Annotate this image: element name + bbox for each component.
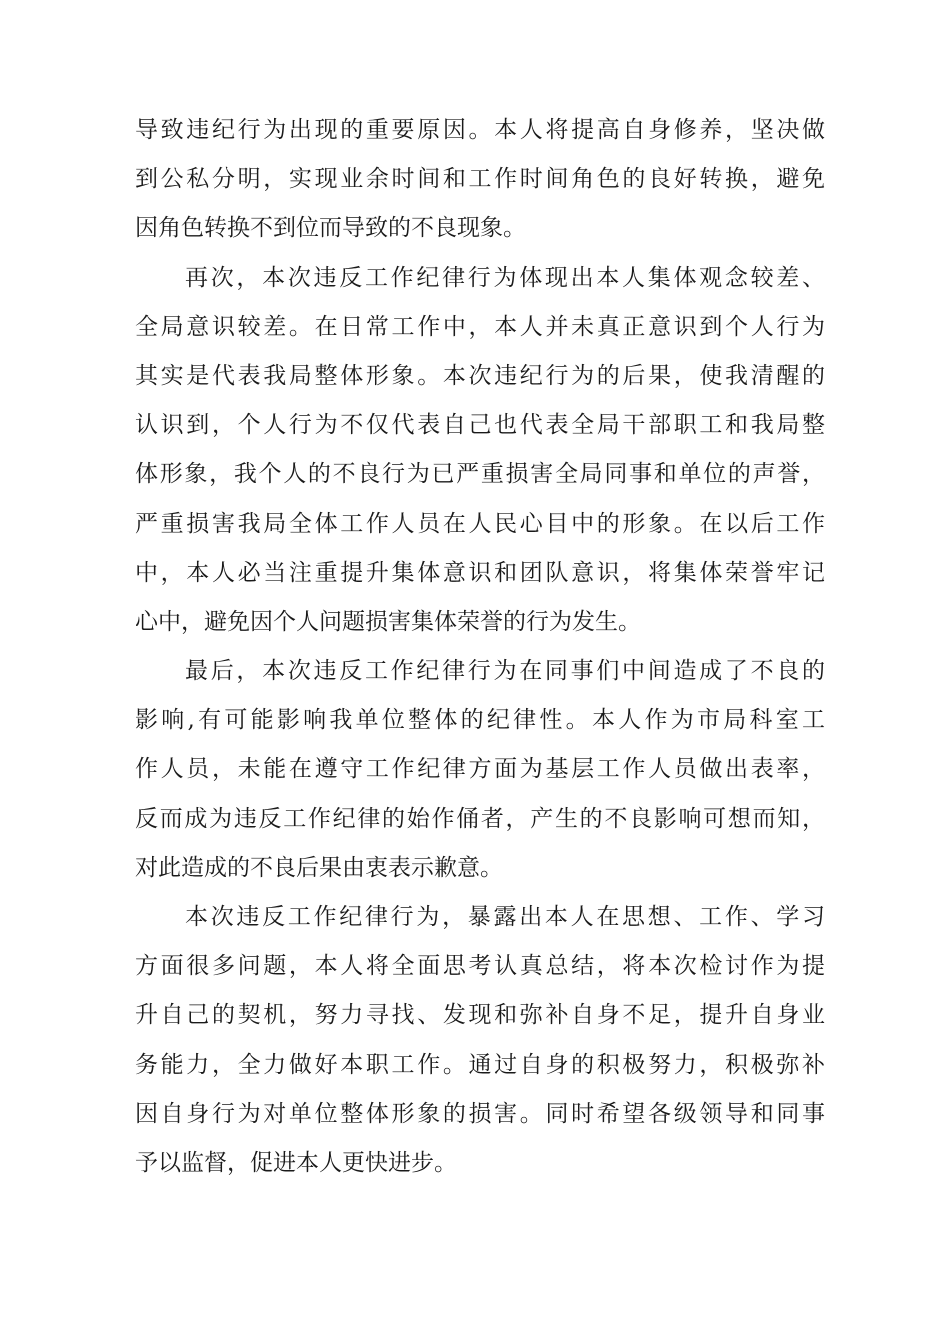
document-body xyxy=(135,106,825,1188)
text-line: 其实是代表我局整体形象。本次违纪行为的后果，使我清醒的 xyxy=(135,362,825,389)
text-line: 方面很多问题，本人将全面思考认真总结，将本次检讨作为提 xyxy=(135,953,825,980)
text-line: 务能力，全力做好本职工作。通过自身的积极努力，积极弥补 xyxy=(135,1051,825,1078)
text-line: 本次违反工作纪律行为，暴露出本人在思想、工作、学习 xyxy=(185,904,825,930)
text-line: 导致违纪行为出现的重要原因。本人将提高自身修养，坚决做 xyxy=(135,117,825,143)
text-line: 作人员，未能在遵守工作纪律方面为基层工作人员做出表率， xyxy=(135,756,825,783)
text-line: 体形象，我个人的不良行为已严重损害全局同事和单位的声誉， xyxy=(135,461,825,488)
text-line: 严重损害我局全体工作人员在人民心目中的形象。在以后工作 xyxy=(135,510,825,537)
text-line: 到公私分明，实现业余时间和工作时间角色的良好转换，避免 xyxy=(135,166,825,193)
paragraph-2 xyxy=(135,254,825,648)
paragraph-1 xyxy=(135,106,825,254)
paragraph-3 xyxy=(135,647,825,893)
text-line: 反而成为违反工作纪律的始作俑者，产生的不良影响可想而知， xyxy=(135,805,825,832)
text-line: 影响,有可能影响我单位整体的纪律性。本人作为市局科室工 xyxy=(135,707,825,734)
text-line: 最后，本次违反工作纪律行为在同事们中间造成了不良的 xyxy=(185,658,825,685)
text-line: 予以监督，促进本人更快进步。 xyxy=(135,1149,457,1176)
text-line: 再次，本次违反工作纪律行为体现出本人集体观念较差、 xyxy=(185,264,825,291)
text-line: 心中，避免因个人问题损害集体荣誉的行为发生。 xyxy=(135,608,641,635)
text-line: 升自己的契机，努力寻找、发现和弥补自身不足，提升自身业 xyxy=(135,1002,825,1029)
text-line: 认识到，个人行为不仅代表自己也代表全局干部职工和我局整 xyxy=(135,412,825,439)
text-line: 因自身行为对单位整体形象的损害。同时希望各级领导和同事 xyxy=(135,1100,825,1127)
text-line: 因角色转换不到位而导致的不良现象。 xyxy=(135,215,526,242)
text-line: 全局意识较差。在日常工作中，本人并未真正意识到个人行为 xyxy=(135,313,825,340)
text-line: 中，本人必当注重提升集体意识和团队意识，将集体荣誉牢记 xyxy=(135,559,825,586)
text-line: 对此造成的不良后果由衷表示歉意。 xyxy=(135,854,503,881)
paragraph-4 xyxy=(135,893,825,1188)
